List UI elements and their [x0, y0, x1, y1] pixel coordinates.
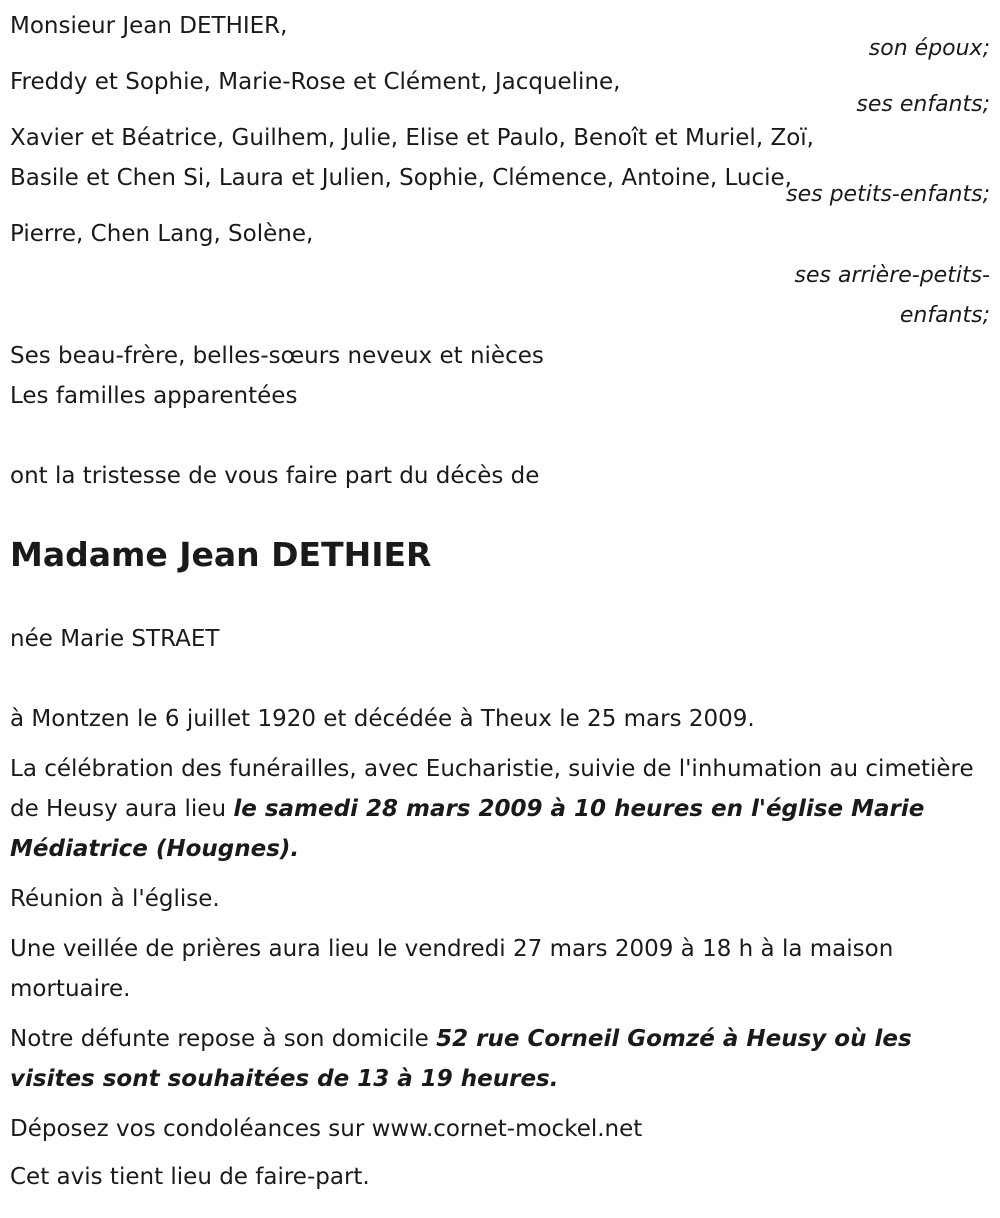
greatgrandchildren-names: Pierre, Chen Lang, Solène, — [10, 221, 314, 247]
meeting-note: Réunion à l'église. — [10, 886, 220, 912]
rest-address-visits: 52 rue Corneil Gomzé à Heusy où les visites sont souhaitées de 13 à 19 heures. — [10, 1026, 912, 1092]
grandchildren-line-2: Basile et Chen Si, Laura et Julien, Sophie, Clémence, Antoine, Lucie, — [10, 165, 792, 191]
spouse-role: son époux; — [868, 36, 990, 61]
funeral-text: La célébration des funérailles, avec Eucharistie, suivie de l'inhumation au cimetière de Heusy aura lieu — [10, 756, 974, 822]
children-names: Freddy et Sophie, Marie-Rose et Clément, Jacqueline, — [10, 69, 621, 95]
birth-death-dates: à Montzen le 6 juillet 1920 et décédée à Theux le 25 mars 2009. — [10, 706, 755, 732]
relatives-line-1: Ses beau-frère, belles-sœurs neveux et nièces — [10, 343, 544, 369]
funeral-date-location: le samedi 28 mars 2009 à 10 heures en l'église Marie Médiatrice (Hougnes). — [10, 796, 925, 862]
greatgrandchildren-role-line-2: enfants; — [899, 303, 990, 328]
deceased-name: Madame Jean DETHIER — [10, 535, 432, 574]
children-role: ses enfants; — [856, 92, 990, 117]
grandchildren-role: ses petits-enfants; — [786, 182, 990, 207]
funeral-paragraph — [10, 749, 990, 869]
obituary-notice — [10, 0, 990, 1197]
maiden-name: née Marie STRAET — [10, 626, 220, 652]
rest-text: Notre défunte repose à son domicile — [10, 1026, 437, 1052]
relatives-line-2: Les familles apparentées — [10, 383, 298, 409]
rest-paragraph — [10, 1019, 990, 1099]
greatgrandchildren-role-line-1: ses arrière-petits- — [794, 263, 990, 288]
vigil-paragraph: Une veillée de prières aura lieu le vendredi 27 mars 2009 à 18 h à la maison mortuaire. — [10, 936, 894, 1002]
announcement-intro: ont la tristesse de vous faire part du décès de — [10, 463, 540, 489]
spouse-name: Monsieur Jean DETHIER, — [10, 13, 288, 39]
condolences-note: Déposez vos condoléances sur www.cornet-mockel.net — [10, 1116, 643, 1142]
grandchildren-line-1: Xavier et Béatrice, Guilhem, Julie, Elise et Paulo, Benoît et Muriel, Zoï, — [10, 125, 814, 151]
closing-note: Cet avis tient lieu de faire-part. — [10, 1164, 370, 1190]
